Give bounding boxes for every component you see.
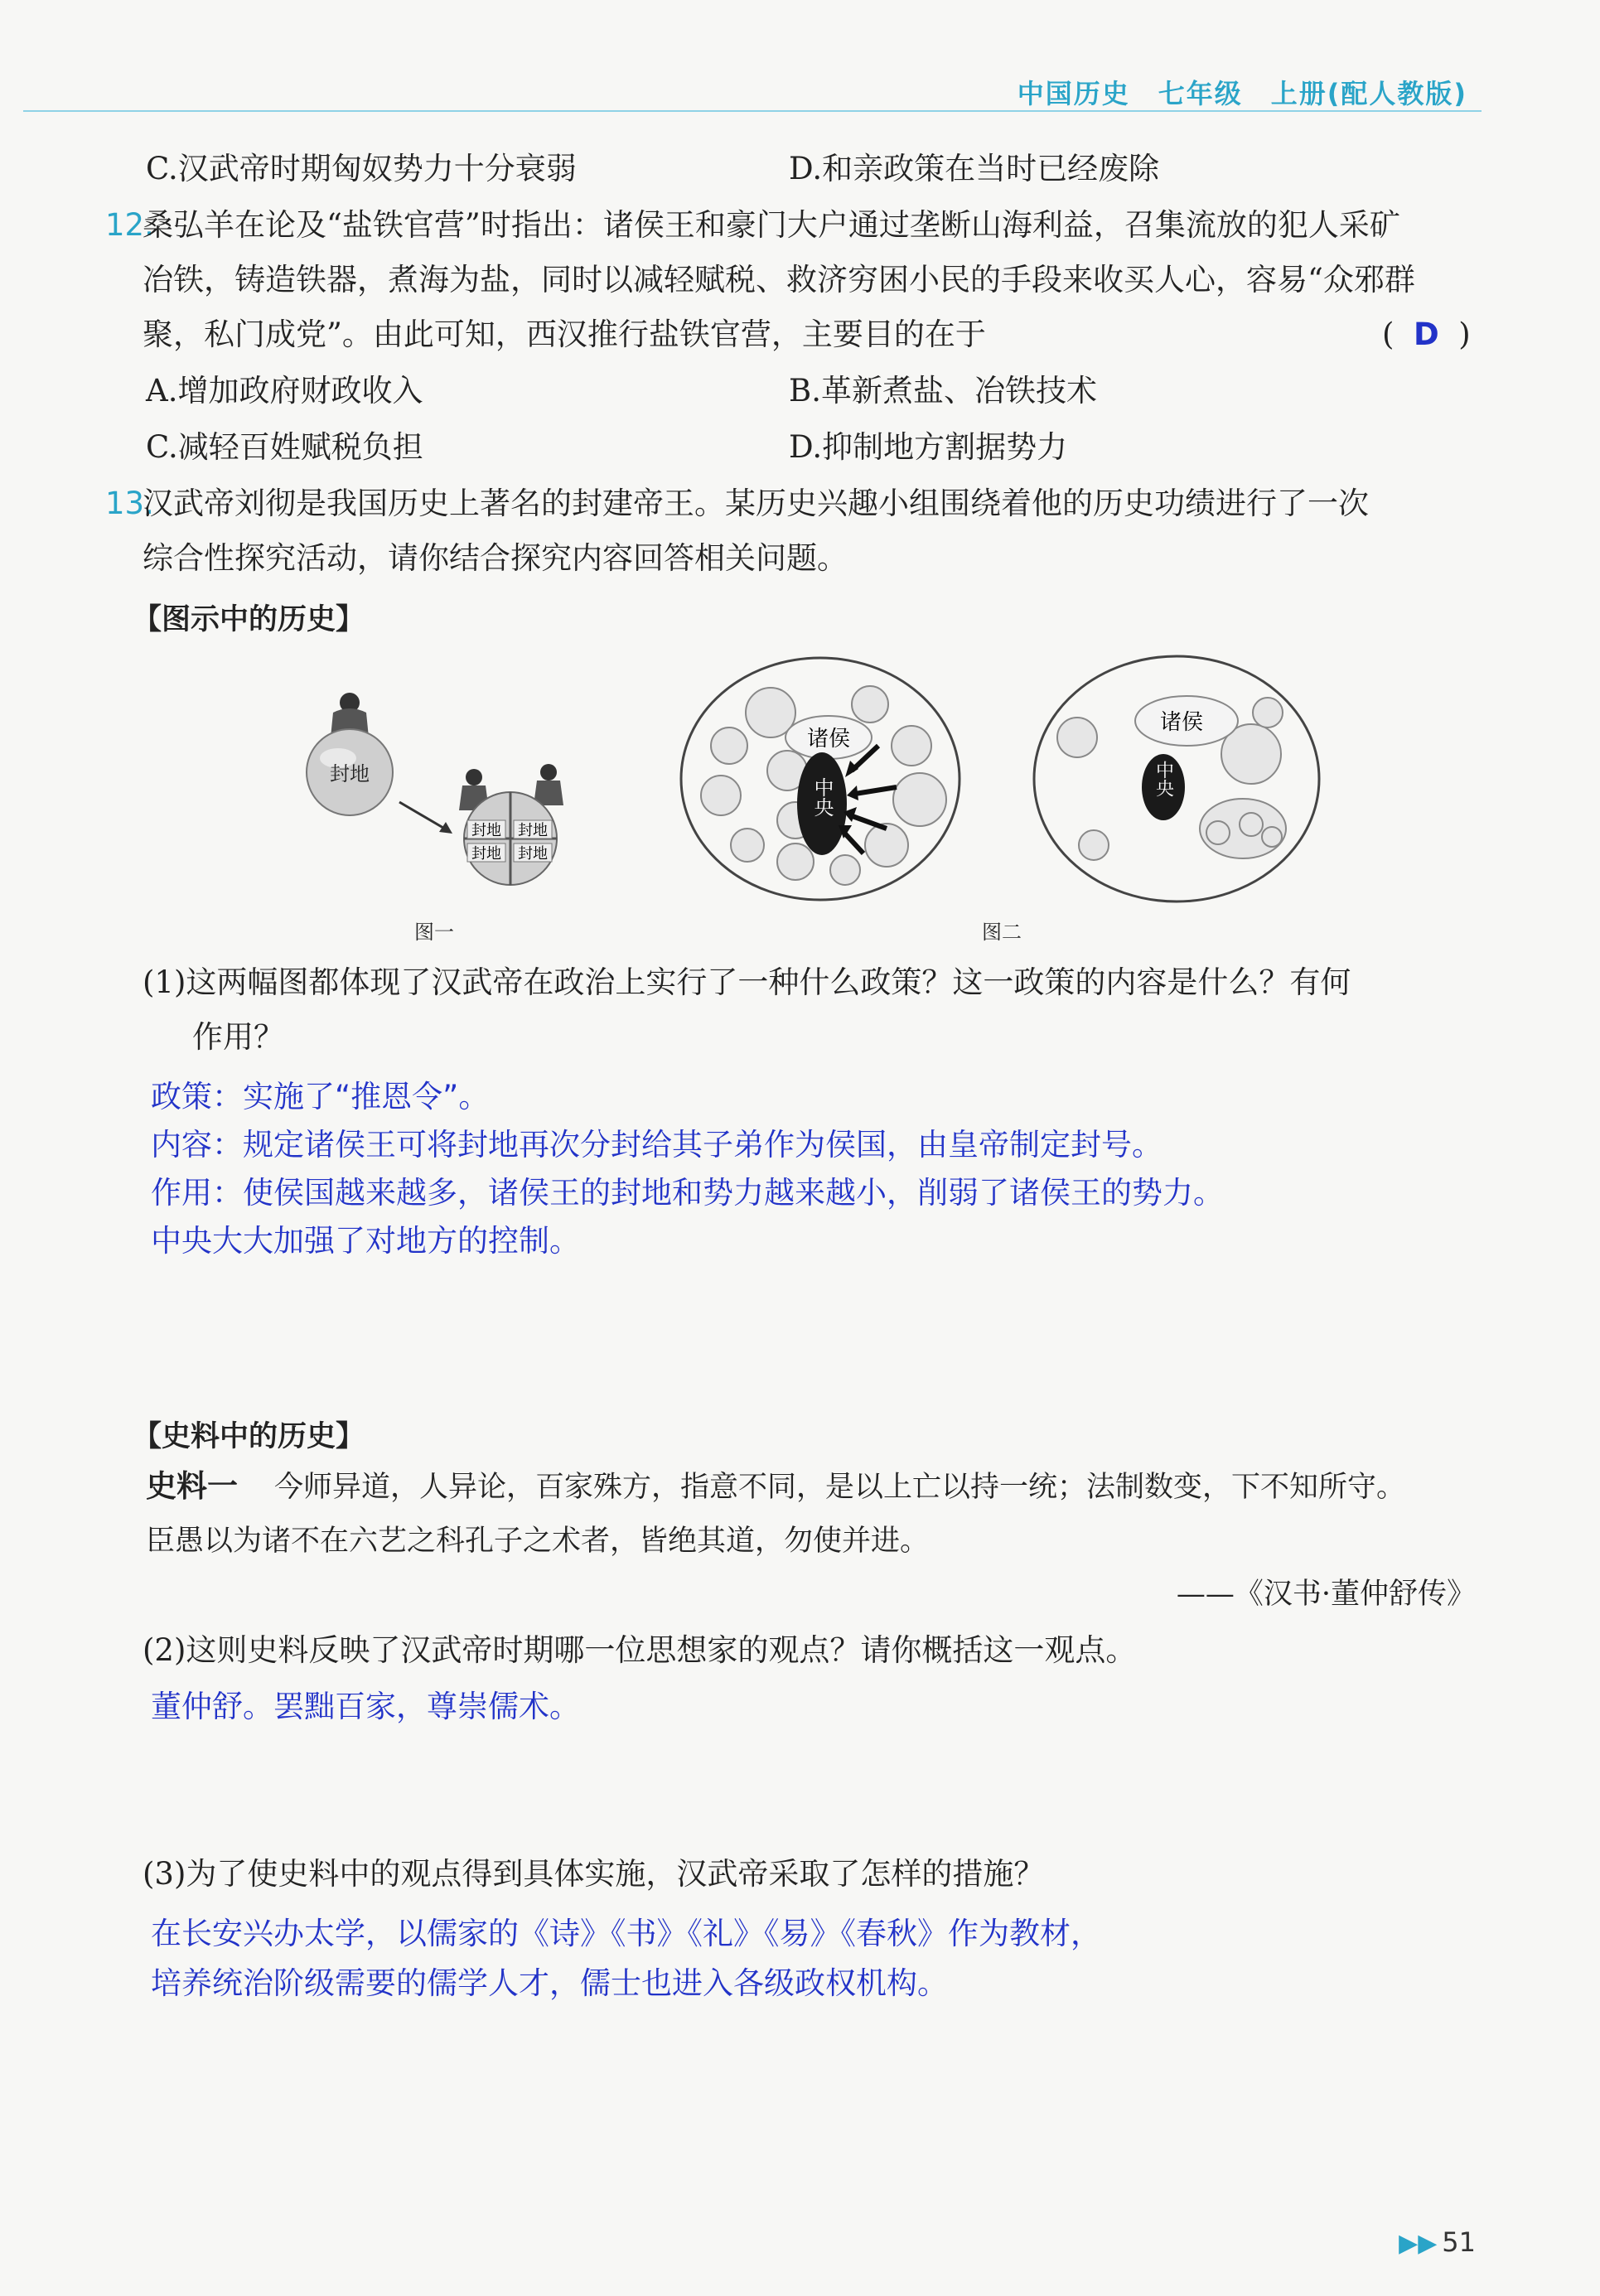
sub3-answer-2: 培养统治阶级需要的儒学人才，儒士也进入各级政权机构。 [151,1965,948,2001]
source-1-citation: ——《汉书·董仲舒传》 [1176,1578,1476,1611]
header-divider [23,110,1482,112]
big-fief-label: 封地 [330,762,370,785]
q12-option-a: A.增加政府财政收入 [146,373,423,408]
q11-option-c: C.汉武帝时期匈奴势力十分衰弱 [146,151,577,186]
q12-option-b: B.革新煮盐、冶铁技术 [789,373,1097,408]
running-header [1018,73,1467,111]
figure-2 [679,655,1326,911]
q12-line3: 聚，私门成党”。由此可知，西汉推行盐铁官营，主要目的在于 [143,317,986,352]
fig2-right-center-label: 中央 [1153,761,1174,797]
figure-1-caption: 图一 [414,921,454,944]
section-title-sources: 【史料中的历史】 [133,1420,365,1453]
header-grade: 七年级 [1158,78,1243,109]
arrow [399,802,447,830]
sub1-answer-2: 内容：规定诸侯王可将封地再次分封给其子弟作为侯国，由皇帝制定封号。 [151,1127,1163,1163]
sub1-question-line2: 作用？ [192,1019,284,1055]
q11-option-d: D.和亲政策在当时已经废除 [789,151,1160,186]
section-title-figures: 【图示中的历史】 [133,603,365,636]
sub1-question-line1: (1)这两幅图都体现了汉武帝在政治上实行了一种什么政策？这一政策的内容是什么？有何 [143,964,1351,1000]
fig2-left-zhuhou-label: 诸侯 [806,727,851,752]
header-subject: 中国历史 [1017,78,1130,109]
q13-line1: 汉武帝刘彻是我国历史上著名的封建帝王。某历史兴趣小组围绕着他的历史功绩进行了一次 [143,486,1369,521]
figure-2-caption: 图二 [982,921,1022,944]
source-1-label: 史料一 [146,1468,238,1504]
q12-answer: D [1413,317,1439,352]
header-volume: 上册(配人教版) [1270,78,1467,109]
sub2-question: (2)这则史料反映了汉武帝时期哪一位思想家的观点？请你概括这一观点。 [143,1632,1137,1668]
q13-line2: 综合性探究活动，请你结合探究内容回答相关问题。 [143,540,848,576]
sub1-answer-4: 中央大大加强了对地方的控制。 [151,1223,580,1259]
source-1 [146,1470,1405,1504]
source-1-line2: 臣愚以为诸不在六艺之科孔子之术者，皆绝其道，勿使并进。 [146,1525,930,1558]
double-arrow-icon: ▶▶ [1399,2229,1438,2258]
page-number: ▶▶ 51 [1399,2226,1476,2258]
small-fief-label-3: 封地 [471,845,501,863]
sub3-answer-1: 在长安兴办太学，以儒家的《诗》《书》《礼》《易》《春秋》作为教材， [151,1916,1101,1951]
fig2-left-center-label: 中央 [810,777,834,817]
sub3-question: (3)为了使史料中的观点得到具体实施，汉武帝采取了怎样的措施？ [143,1856,1045,1892]
q12-line2: 冶铁，铸造铁器，煮海为盐，同时以减轻赋税、救济穷困小民的手段来收买人心，容易“众邪群 [143,262,1415,297]
q12-line1: 桑弘羊在论及“盐铁官营”时指出：诸侯王和豪门大户通过垄断山海利益，召集流放的犯人采矿 [143,207,1400,243]
q13-number: 13. [105,486,154,521]
figure-1 [290,679,588,895]
q12-answer-bracket: ( D ) [1382,317,1471,352]
q12-option-c: C.减轻百姓赋税负担 [146,429,423,465]
q12-number: 12. [105,207,154,243]
small-fief-label-4: 封地 [518,845,548,863]
q12-option-d: D.抑制地方割据势力 [789,429,1068,465]
sub2-answer: 董仲舒。罢黜百家，尊崇儒术。 [151,1689,580,1724]
sub1-answer-1: 政策：实施了“推恩令”。 [151,1079,490,1114]
sub1-answer-3: 作用：使侯国越来越多，诸侯王的封地和势力越来越小，削弱了诸侯王的势力。 [151,1175,1224,1211]
source-1-line1: 今师异道，人异论，百家殊方，指意不同，是以上亡以持一统；法制数变，下不知所守。 [274,1471,1406,1504]
fig2-right-zhuhou-label: 诸侯 [1159,710,1204,735]
small-fief-label-1: 封地 [471,822,501,839]
small-fief-label-2: 封地 [518,822,548,839]
